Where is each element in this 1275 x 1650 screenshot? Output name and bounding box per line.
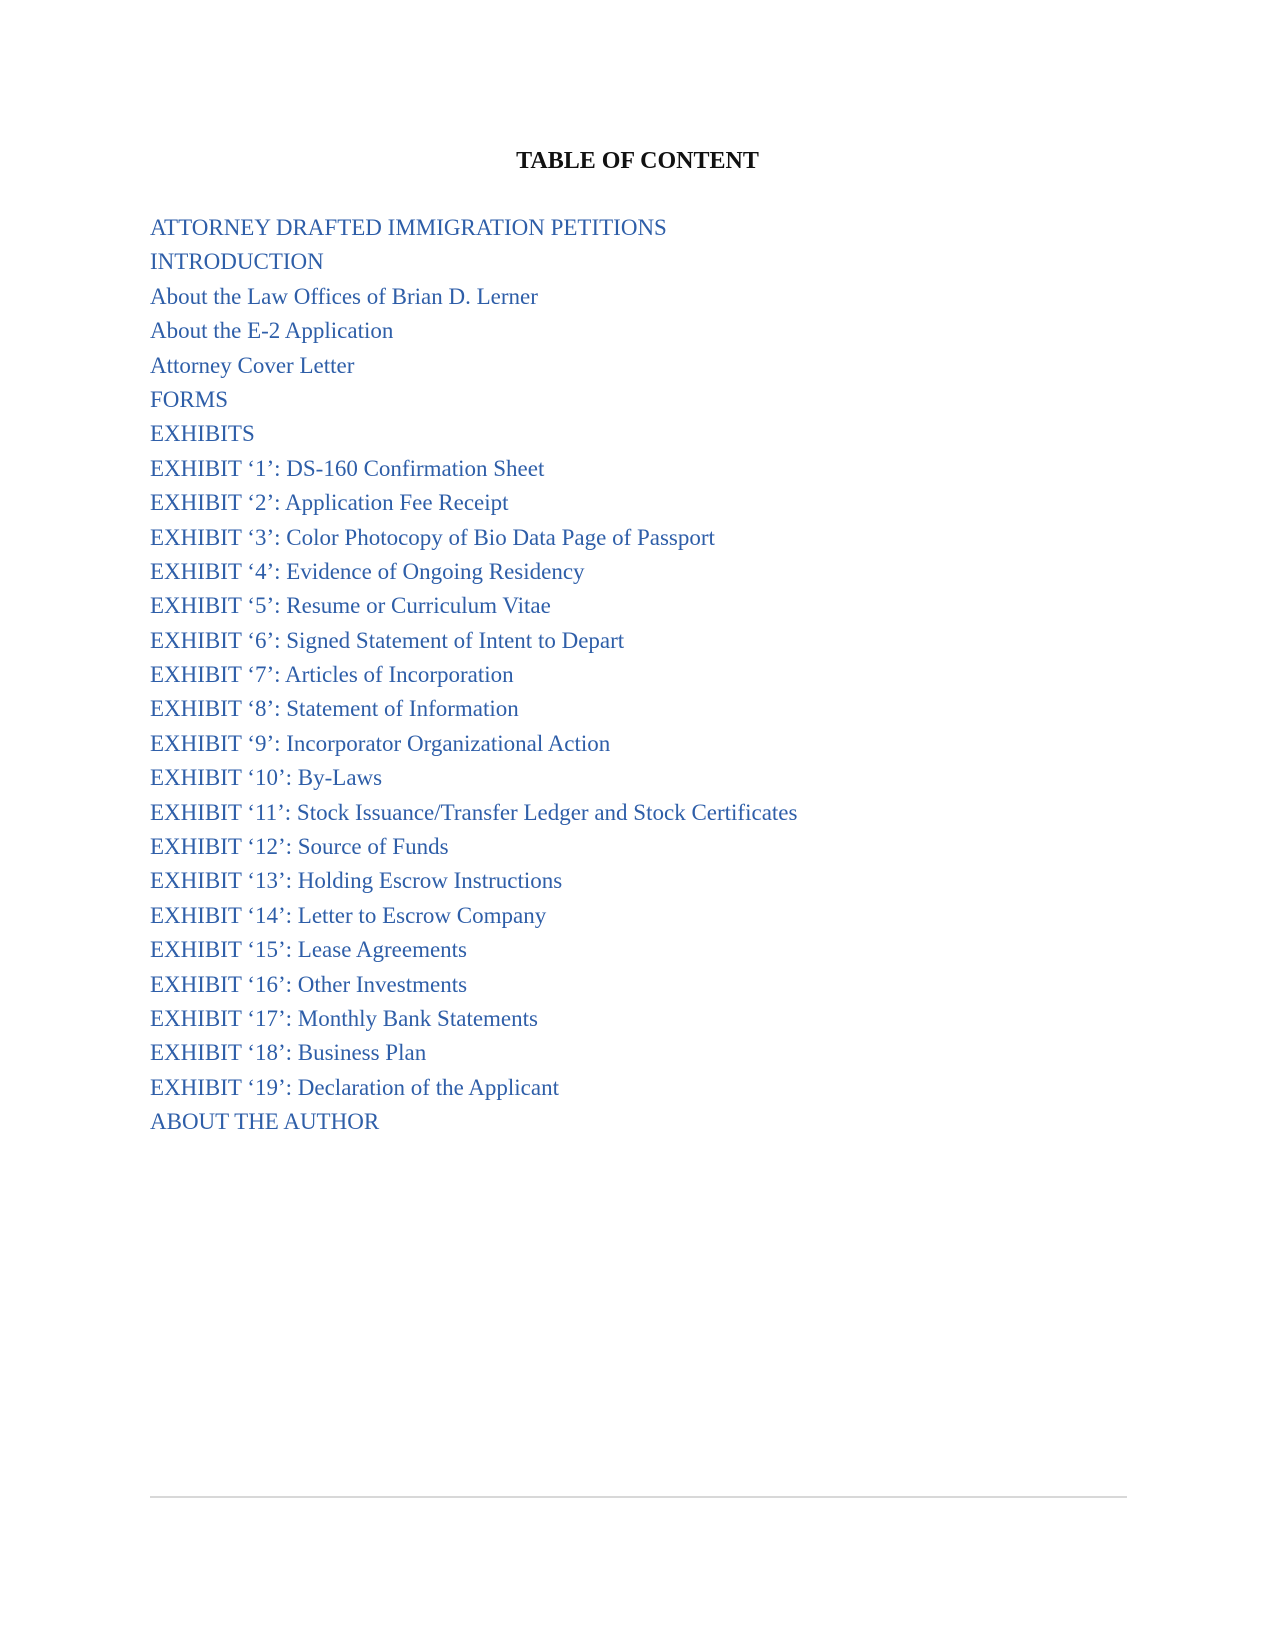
toc-entry-link[interactable]: EXHIBIT ‘18’: Business Plan: [150, 1040, 427, 1066]
toc-entry-link[interactable]: ATTORNEY DRAFTED IMMIGRATION PETITIONS: [150, 215, 667, 240]
toc-entry-link[interactable]: EXHIBIT ‘12’: Source of Funds: [150, 834, 449, 860]
toc-entry-link[interactable]: EXHIBITS: [150, 421, 255, 447]
toc-entry-link[interactable]: EXHIBIT ‘6’: Signed Statement of Intent to Depart: [150, 627, 625, 653]
toc-entry-link[interactable]: EXHIBIT ‘3’: Color Photocopy of Bio Data Page of Passport: [150, 524, 715, 550]
toc-entry-link[interactable]: EXHIBIT ‘9’: Incorporator Organizational Action: [150, 730, 611, 756]
toc-entry-link[interactable]: EXHIBIT ‘2’: Application Fee Receipt: [150, 490, 509, 516]
toc-entry-link[interactable]: EXHIBIT ‘11’: Stock Issuance/Transfer Ledger and Stock Certificates: [150, 799, 798, 825]
toc-entry-link[interactable]: EXHIBIT ‘5’: Resume or Curriculum Vitae: [150, 593, 551, 619]
toc-entry-link[interactable]: INTRODUCTION: [150, 249, 324, 275]
toc-entry-link[interactable]: EXHIBIT ‘19’: Declaration of the Applicant: [150, 1074, 559, 1100]
toc-entry-link[interactable]: EXHIBIT ‘8’: Statement of Information: [150, 696, 519, 722]
toc-entry-link[interactable]: EXHIBIT ‘17’: Monthly Bank Statements: [150, 1005, 538, 1031]
toc-entry-link[interactable]: EXHIBIT ‘4’: Evidence of Ongoing Residency: [150, 558, 585, 584]
toc-entry-link[interactable]: ABOUT THE AUTHOR: [150, 1109, 380, 1135]
toc-entry-link[interactable]: EXHIBIT ‘1’: DS-160 Confirmation Sheet: [150, 455, 545, 481]
toc-entry-link[interactable]: FORMS: [150, 386, 228, 412]
toc-entry-link[interactable]: About the Law Offices of Brian D. Lerner: [150, 283, 538, 309]
toc-entry-link[interactable]: EXHIBIT ‘10’: By-Laws: [150, 765, 383, 791]
toc-entry-link[interactable]: Attorney Cover Letter: [150, 352, 355, 378]
toc-entry-link[interactable]: EXHIBIT ‘13’: Holding Escrow Instructions: [150, 868, 563, 894]
footer-divider: [150, 1496, 1127, 1498]
toc-entry-link[interactable]: EXHIBIT ‘14’: Letter to Escrow Company: [150, 902, 547, 928]
table-of-contents: [150, 211, 797, 1140]
toc-entry-link[interactable]: EXHIBIT ‘7’: Articles of Incorporation: [150, 662, 514, 688]
toc-entry-link[interactable]: About the E-2 Application: [150, 318, 394, 344]
toc-entry-link[interactable]: EXHIBIT ‘16’: Other Investments: [150, 971, 468, 997]
toc-entry-link[interactable]: EXHIBIT ‘15’: Lease Agreements: [150, 937, 468, 963]
page-title: TABLE OF CONTENT: [516, 148, 759, 174]
